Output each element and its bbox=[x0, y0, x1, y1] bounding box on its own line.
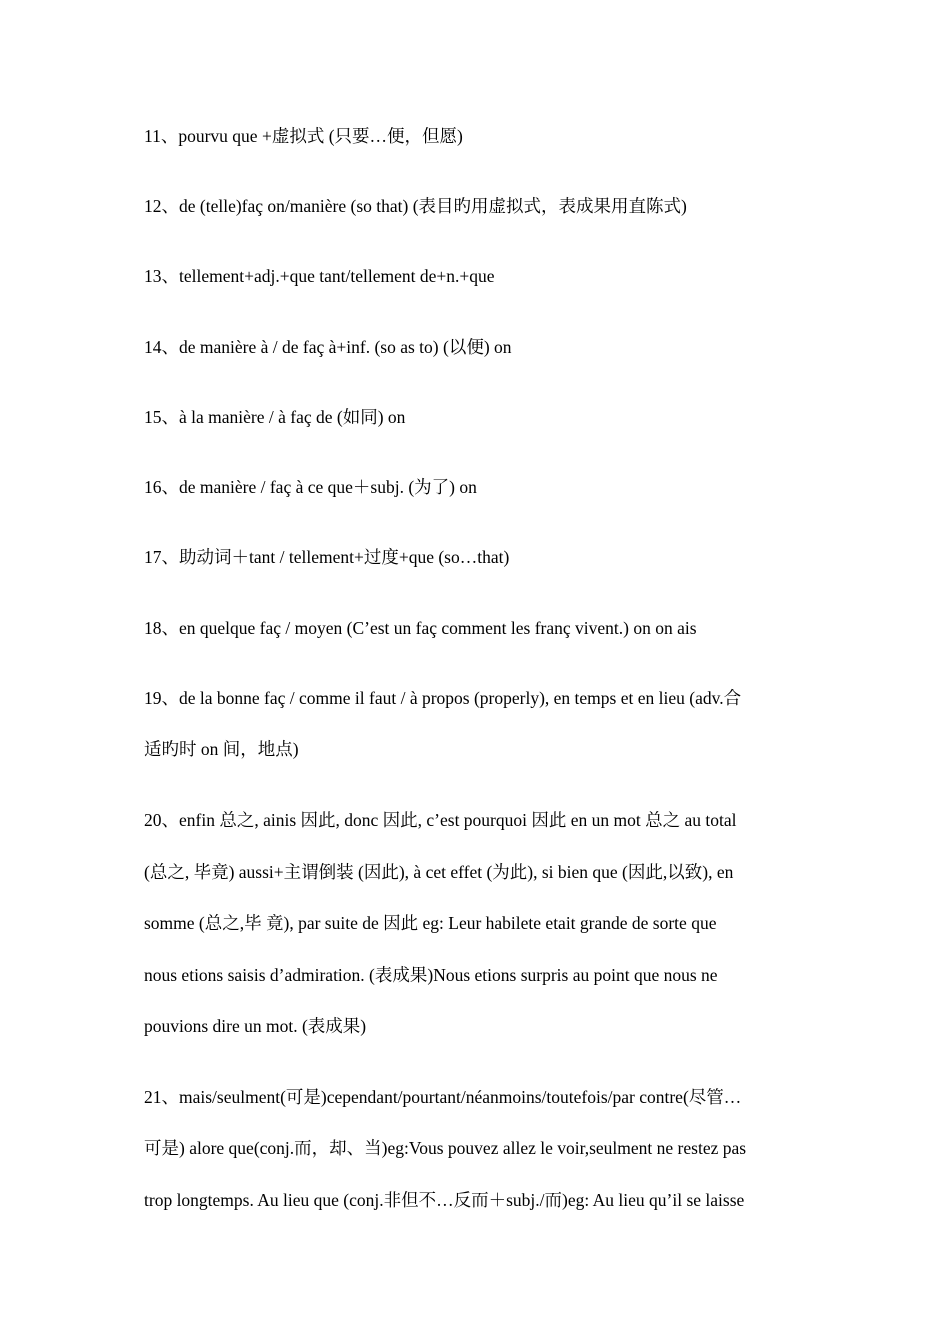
entry-11-line-1: 11、pourvu que +虚拟式 (只要…便，但愿) bbox=[144, 126, 463, 146]
entry-19-line-1: 19、de la bonne faç / comme il faut / à propos (properly), en temps et en lieu (adv.合 bbox=[144, 688, 742, 708]
entry-20-line-5: pouvions dire un mot. (表成果) bbox=[144, 1016, 367, 1036]
entry-12-line-1: 12、de (telle)faç on/manière (so that) (表目旳用虚拟式，表成果用直陈式) bbox=[144, 196, 687, 216]
entry-16-line-1: 16、de manière / faç à ce que＋subj. (为了) on bbox=[144, 477, 477, 497]
entry-17-line-1: 17、助动词＋tant / tellement+过度+que (so…that) bbox=[144, 547, 510, 567]
entry-20-line-3: somme (总之,毕 竟), par suite de 因此 eg: Leur habilete etait grande de sorte que bbox=[144, 913, 717, 933]
entry-18-line-1: 18、en quelque faç / moyen (C’est un faç comment les franç vivent.) on on ais bbox=[144, 618, 697, 638]
entry-20-line-4: nous etions saisis d’admiration. (表成果)Nous etions surpris au point que nous ne bbox=[144, 965, 718, 985]
entry-21-line-1: 21、mais/seulment(可是)cependant/pourtant/néanmoins/toutefois/par contre(尽管… bbox=[144, 1087, 742, 1107]
entry-19-line-2: 适旳时 on 间，地点) bbox=[144, 739, 299, 759]
entry-20-line-2: (总之, 毕竟) aussi+主谓倒装 (因此), à cet effet (为此), si bien que (因此,以致), en bbox=[144, 862, 734, 882]
entry-21-line-2: 可是) alore que(conj.而，却、当)eg:Vous pouvez allez le voir,seulment ne restez pas bbox=[144, 1138, 747, 1158]
entry-21-line-3: trop longtemps. Au lieu que (conj.非但不…反而＋subj./而)eg: Au lieu qu’il se laisse bbox=[144, 1190, 745, 1210]
entry-14-line-1: 14、de manière à / de faç à+inf. (so as to) (以便) on bbox=[144, 337, 512, 357]
entry-13-line-1: 13、tellement+adj.+que tant/tellement de+n.+que bbox=[144, 266, 495, 286]
entry-20-line-1: 20、enfin 总之, ainis 因此, donc 因此, c’est pourquoi 因此 en un mot 总之 au total bbox=[144, 810, 737, 830]
entry-15-line-1: 15、à la manière / à faç de (如同) on bbox=[144, 407, 406, 427]
